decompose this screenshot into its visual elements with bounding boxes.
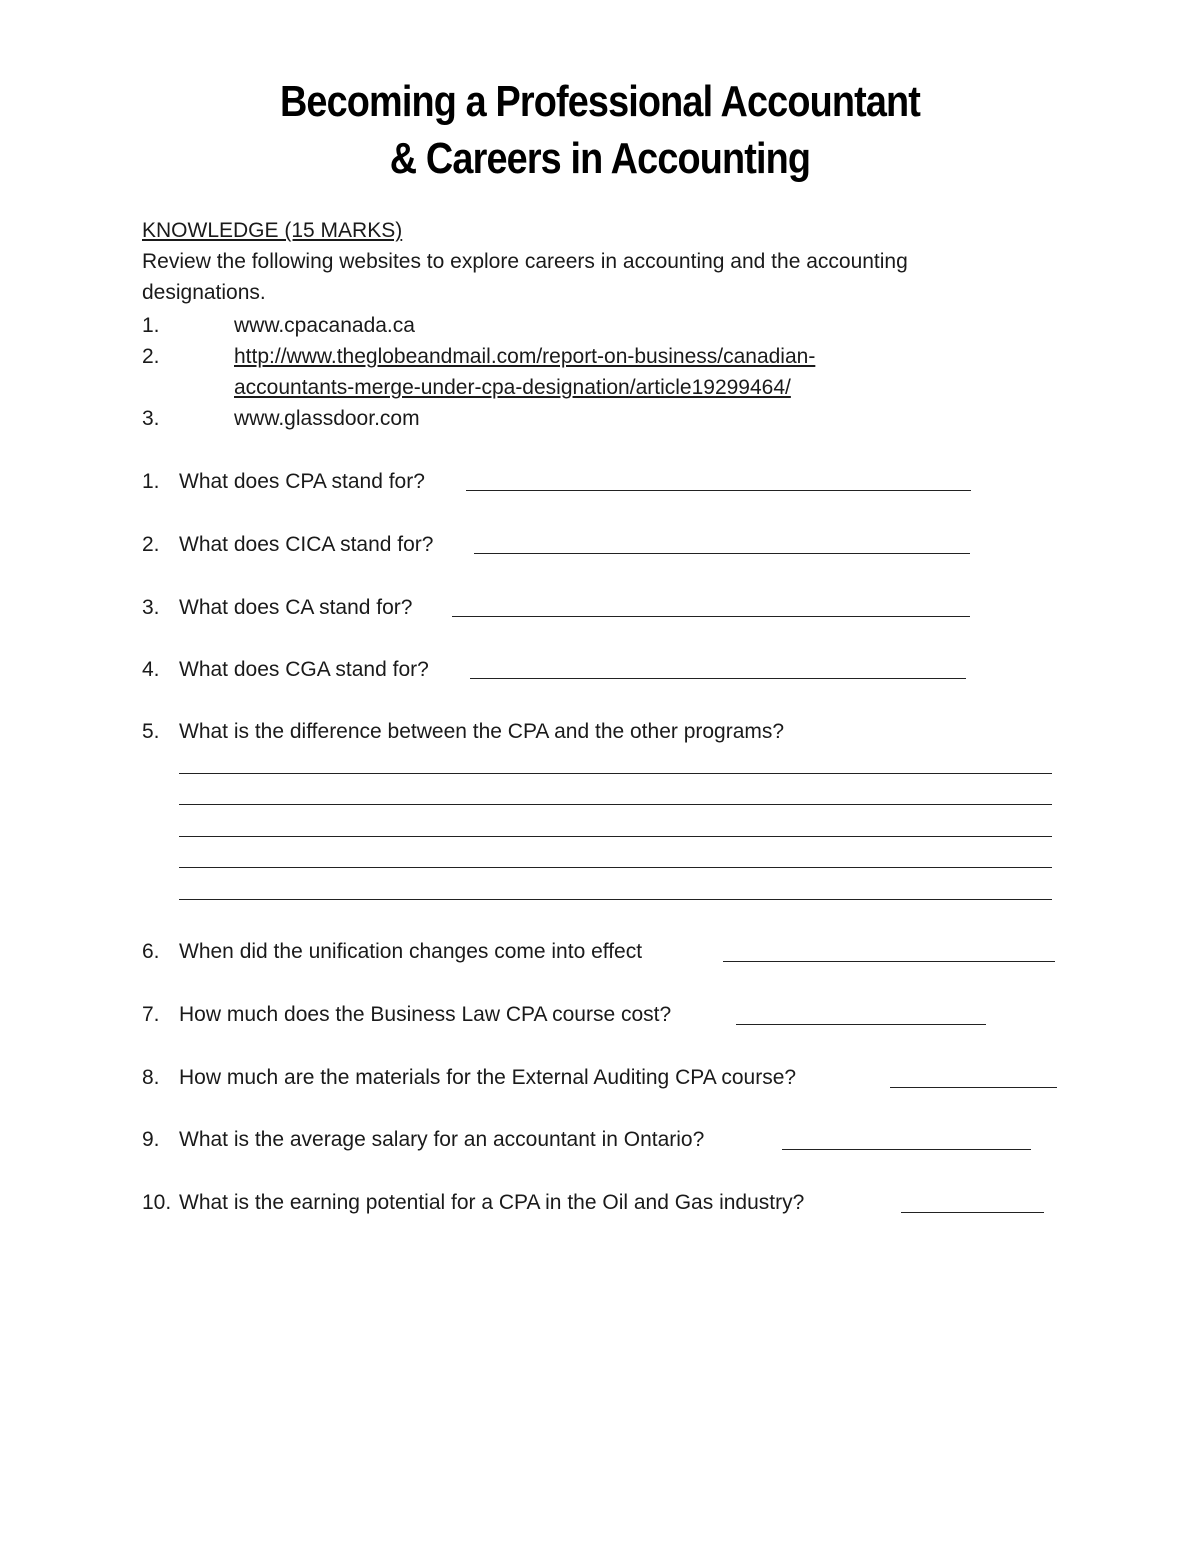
question-9-text: What is the average salary for an accountant in Ontario? (179, 1128, 705, 1151)
answer-line-5-1[interactable] (179, 773, 1052, 774)
question-1-text: What does CPA stand for? (179, 470, 425, 493)
question-7-text: How much does the Business Law CPA course cost? (179, 1003, 672, 1026)
question-2-text: What does CICA stand for? (179, 533, 434, 556)
question-4-text: What does CGA stand for? (179, 658, 429, 681)
title-line-1: Becoming a Professional Accountant (279, 77, 921, 126)
question-number: 9. (142, 1128, 160, 1151)
question-3-text: What does CA stand for? (179, 596, 413, 619)
answer-blank-3[interactable] (452, 616, 970, 617)
question-number: 10. (142, 1191, 172, 1214)
question-10-text: What is the earning potential for a CPA in the Oil and Gas industry? (179, 1191, 805, 1214)
website-globeandmail-line-1[interactable]: http://www.theglobeandmail.com/report-on-business/canadian- (234, 345, 816, 368)
title-line-2: & Careers in Accounting (389, 134, 811, 183)
question-number: 4. (142, 658, 160, 681)
question-number: 1. (142, 470, 160, 493)
answer-line-5-3[interactable] (179, 836, 1052, 837)
question-6-text: When did the unification changes come into effect (179, 940, 643, 963)
answer-blank-9[interactable] (782, 1149, 1031, 1150)
answer-blank-1[interactable] (466, 490, 971, 491)
website-number: 3. (142, 407, 160, 430)
intro-text-line-2: designations. (142, 281, 266, 304)
website-number: 1. (142, 314, 160, 337)
answer-line-5-4[interactable] (179, 867, 1052, 868)
question-number: 3. (142, 596, 160, 619)
website-number: 2. (142, 345, 160, 368)
answer-line-5-2[interactable] (179, 804, 1052, 805)
website-globeandmail-line-2[interactable]: accountants-merge-under-cpa-designation/article19299464/ (234, 376, 791, 399)
section-heading: KNOWLEDGE (15 MARKS) (142, 219, 403, 242)
answer-blank-7[interactable] (736, 1024, 986, 1025)
answer-blank-2[interactable] (474, 553, 970, 554)
website-cpacanada: www.cpacanada.ca (234, 314, 415, 337)
question-number: 5. (142, 720, 160, 743)
question-8-text: How much are the materials for the External Auditing CPA course? (179, 1066, 797, 1089)
answer-blank-4[interactable] (470, 678, 966, 679)
question-number: 8. (142, 1066, 160, 1089)
question-5-text: What is the difference between the CPA and the other programs? (179, 720, 785, 743)
intro-text-line-1: Review the following websites to explore careers in accounting and the accounting (142, 250, 908, 273)
question-number: 7. (142, 1003, 160, 1026)
answer-line-5-5[interactable] (179, 899, 1052, 900)
answer-blank-6[interactable] (723, 961, 1055, 962)
answer-blank-8[interactable] (890, 1087, 1057, 1088)
website-glassdoor: www.glassdoor.com (234, 407, 420, 430)
answer-blank-10[interactable] (901, 1212, 1044, 1213)
question-number: 2. (142, 533, 160, 556)
question-number: 6. (142, 940, 160, 963)
